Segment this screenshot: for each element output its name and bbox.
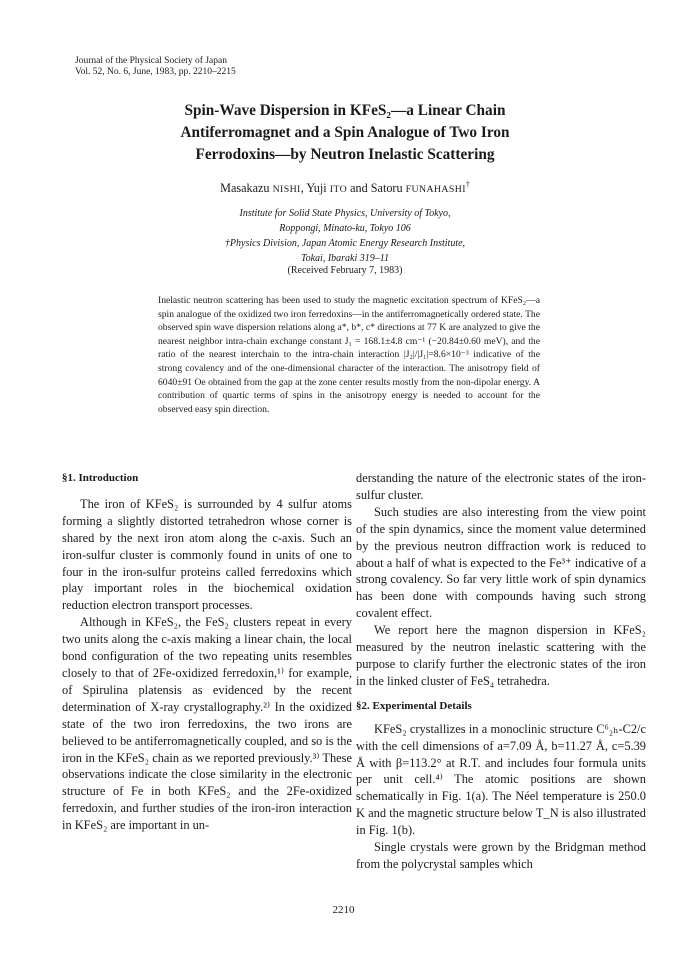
author-3-mark: † xyxy=(465,180,470,189)
intro-paragraph-1: The iron of KFeS₂ is surrounded by 4 sulfur atoms forming a slightly distorted tetrahedron whose corner is shared by the next iron atom along the c-axis. Such an iron-sulfur cluster is commonly found in units of one to four in the iron-sulfur proteins called ferredoxins which play important roles in the biochemical oxidation reduction electron transport processes. xyxy=(62,496,352,613)
affiliations xyxy=(140,206,550,266)
section-2-heading: §2. Experimental Details xyxy=(356,699,472,712)
affiliation-line-1: Institute for Solid State Physics, University of Tokyo, xyxy=(239,208,451,219)
intro-paragraph-3: Such studies are also interesting from the view point of the spin dynamics, since the moment value determined by the previous neutron diffraction work is reduced to about a half of what is expected to the Fe³⁺ indicative of a strong covalency. So far very little work of spin dynamics has been done with compounds having such strong covalent effect. xyxy=(356,504,646,621)
journal-volume: Vol. 52, No. 6, June, 1983, pp. 2210–2215 xyxy=(75,66,236,77)
paper-title xyxy=(110,100,580,166)
title-line-3: Ferrodoxins—by Neutron Inelastic Scattering xyxy=(195,146,495,163)
experimental-paragraph-2: Single crystals were grown by the Bridgman method from the polycrystal samples which xyxy=(356,840,646,871)
title-line-2: Antiferromagnet and a Spin Analogue of Two Iron xyxy=(180,124,510,141)
affiliation-line-3: †Physics Division, Japan Atomic Energy Research Institute, xyxy=(224,238,466,249)
title-line-1: Spin-Wave Dispersion in KFeS₂—a Linear Chain xyxy=(184,102,506,119)
abstract: Inelastic neutron scattering has been used to study the magnetic excitation spectrum of KFeS₂—a spin analogue of the oxidized two iron ferredoxins—in the antiferromagnetically ordered state. The observed spin wave dispersion relations along a*, b*, c* directions at 77 K are analyzed to give the nearest neighbor intra-chain exchange constant J₁ = 168.1±4.8 cm⁻¹ (−20.84±0.60 meV), and the ratio of the nearest interchain to the intra-chain interaction |J₂|/|J₁|=8.6×10⁻³ indicative of the strong covalency and of the one-dimensional character of the interaction. The anisotropy field of 6040±91 Oe obtained from the gap at the zone center results mostly from the non-dipolar energy. A contribution of quartic terms of spins in the anisotropy energy is needed to account for the observed easy spin direction. xyxy=(158,295,540,415)
author-2-given: , Yuji xyxy=(300,181,330,196)
journal-name: Journal of the Physical Society of Japan xyxy=(75,56,227,66)
author-3-family: FUNAHASHI xyxy=(405,184,466,196)
journal-citation xyxy=(75,56,236,77)
page-number: 2210 xyxy=(332,904,355,916)
author-list xyxy=(80,180,610,196)
affiliation-line-2: Roppongi, Minato-ku, Tokyo 106 xyxy=(279,223,411,234)
intro-paragraph-4: We report here the magnon dispersion in KFeS₂ measured by the neutron inelastic scattering with the purpose to clarify further the electronic states of the iron in the linked cluster of FeS₄ tetrahedra. xyxy=(356,623,646,688)
left-column xyxy=(62,470,352,834)
section-1-heading: §1. Introduction xyxy=(62,472,139,484)
intro-paragraph-2-continued: derstanding the nature of the electronic states of the iron-sulfur cluster. xyxy=(356,471,646,502)
author-1-family: NISHI xyxy=(272,184,301,196)
right-column xyxy=(356,470,646,873)
author-1-given: Masakazu xyxy=(220,181,273,196)
received-date: (Received February 7, 1983) xyxy=(287,265,403,276)
author-2-family: ITO xyxy=(329,184,348,196)
author-3-given: and Satoru xyxy=(347,181,406,196)
intro-paragraph-2: Although in KFeS₂, the FeS₂ clusters repeat in every two units along the c-axis making a linear chain, the local bond configuration of the two repeating units resembles closely to that of 2Fe-oxidized ferredoxin,¹⁾ for example, of Spirulina platensis as evidenced by the recent determination of X-ray crystallography.²⁾ In the oxidized state of the two iron ferredoxins, the two irons are believed to be antiferromagnetically coupled, and so is the iron in the KFeS₂ chain as we reported previously.³⁾ These observations indicate the close similarity in the electronic structure of Fe in both KFeS₂ and the 2Fe-oxidized ferredoxin, and further studies of the iron-iron interaction in KFeS₂ are important in un- xyxy=(62,615,352,833)
affiliation-line-4: Tokai, Ibaraki 319–11 xyxy=(300,253,390,264)
experimental-paragraph-1: KFeS₂ crystallizes in a monoclinic structure C⁶₂ₕ-C2/c with the cell dimensions of a=7.09 Å, b=11.27 Å, c=5.39 Å with β=113.2° at R.T. and includes four formula units per unit cell.⁴⁾ The atomic positions are shown schematically in Fig. 1(a). The Néel temperature is 250.0 K and the magnetic structure below T_N is also illustrated in Fig. 1(b). xyxy=(356,721,646,838)
